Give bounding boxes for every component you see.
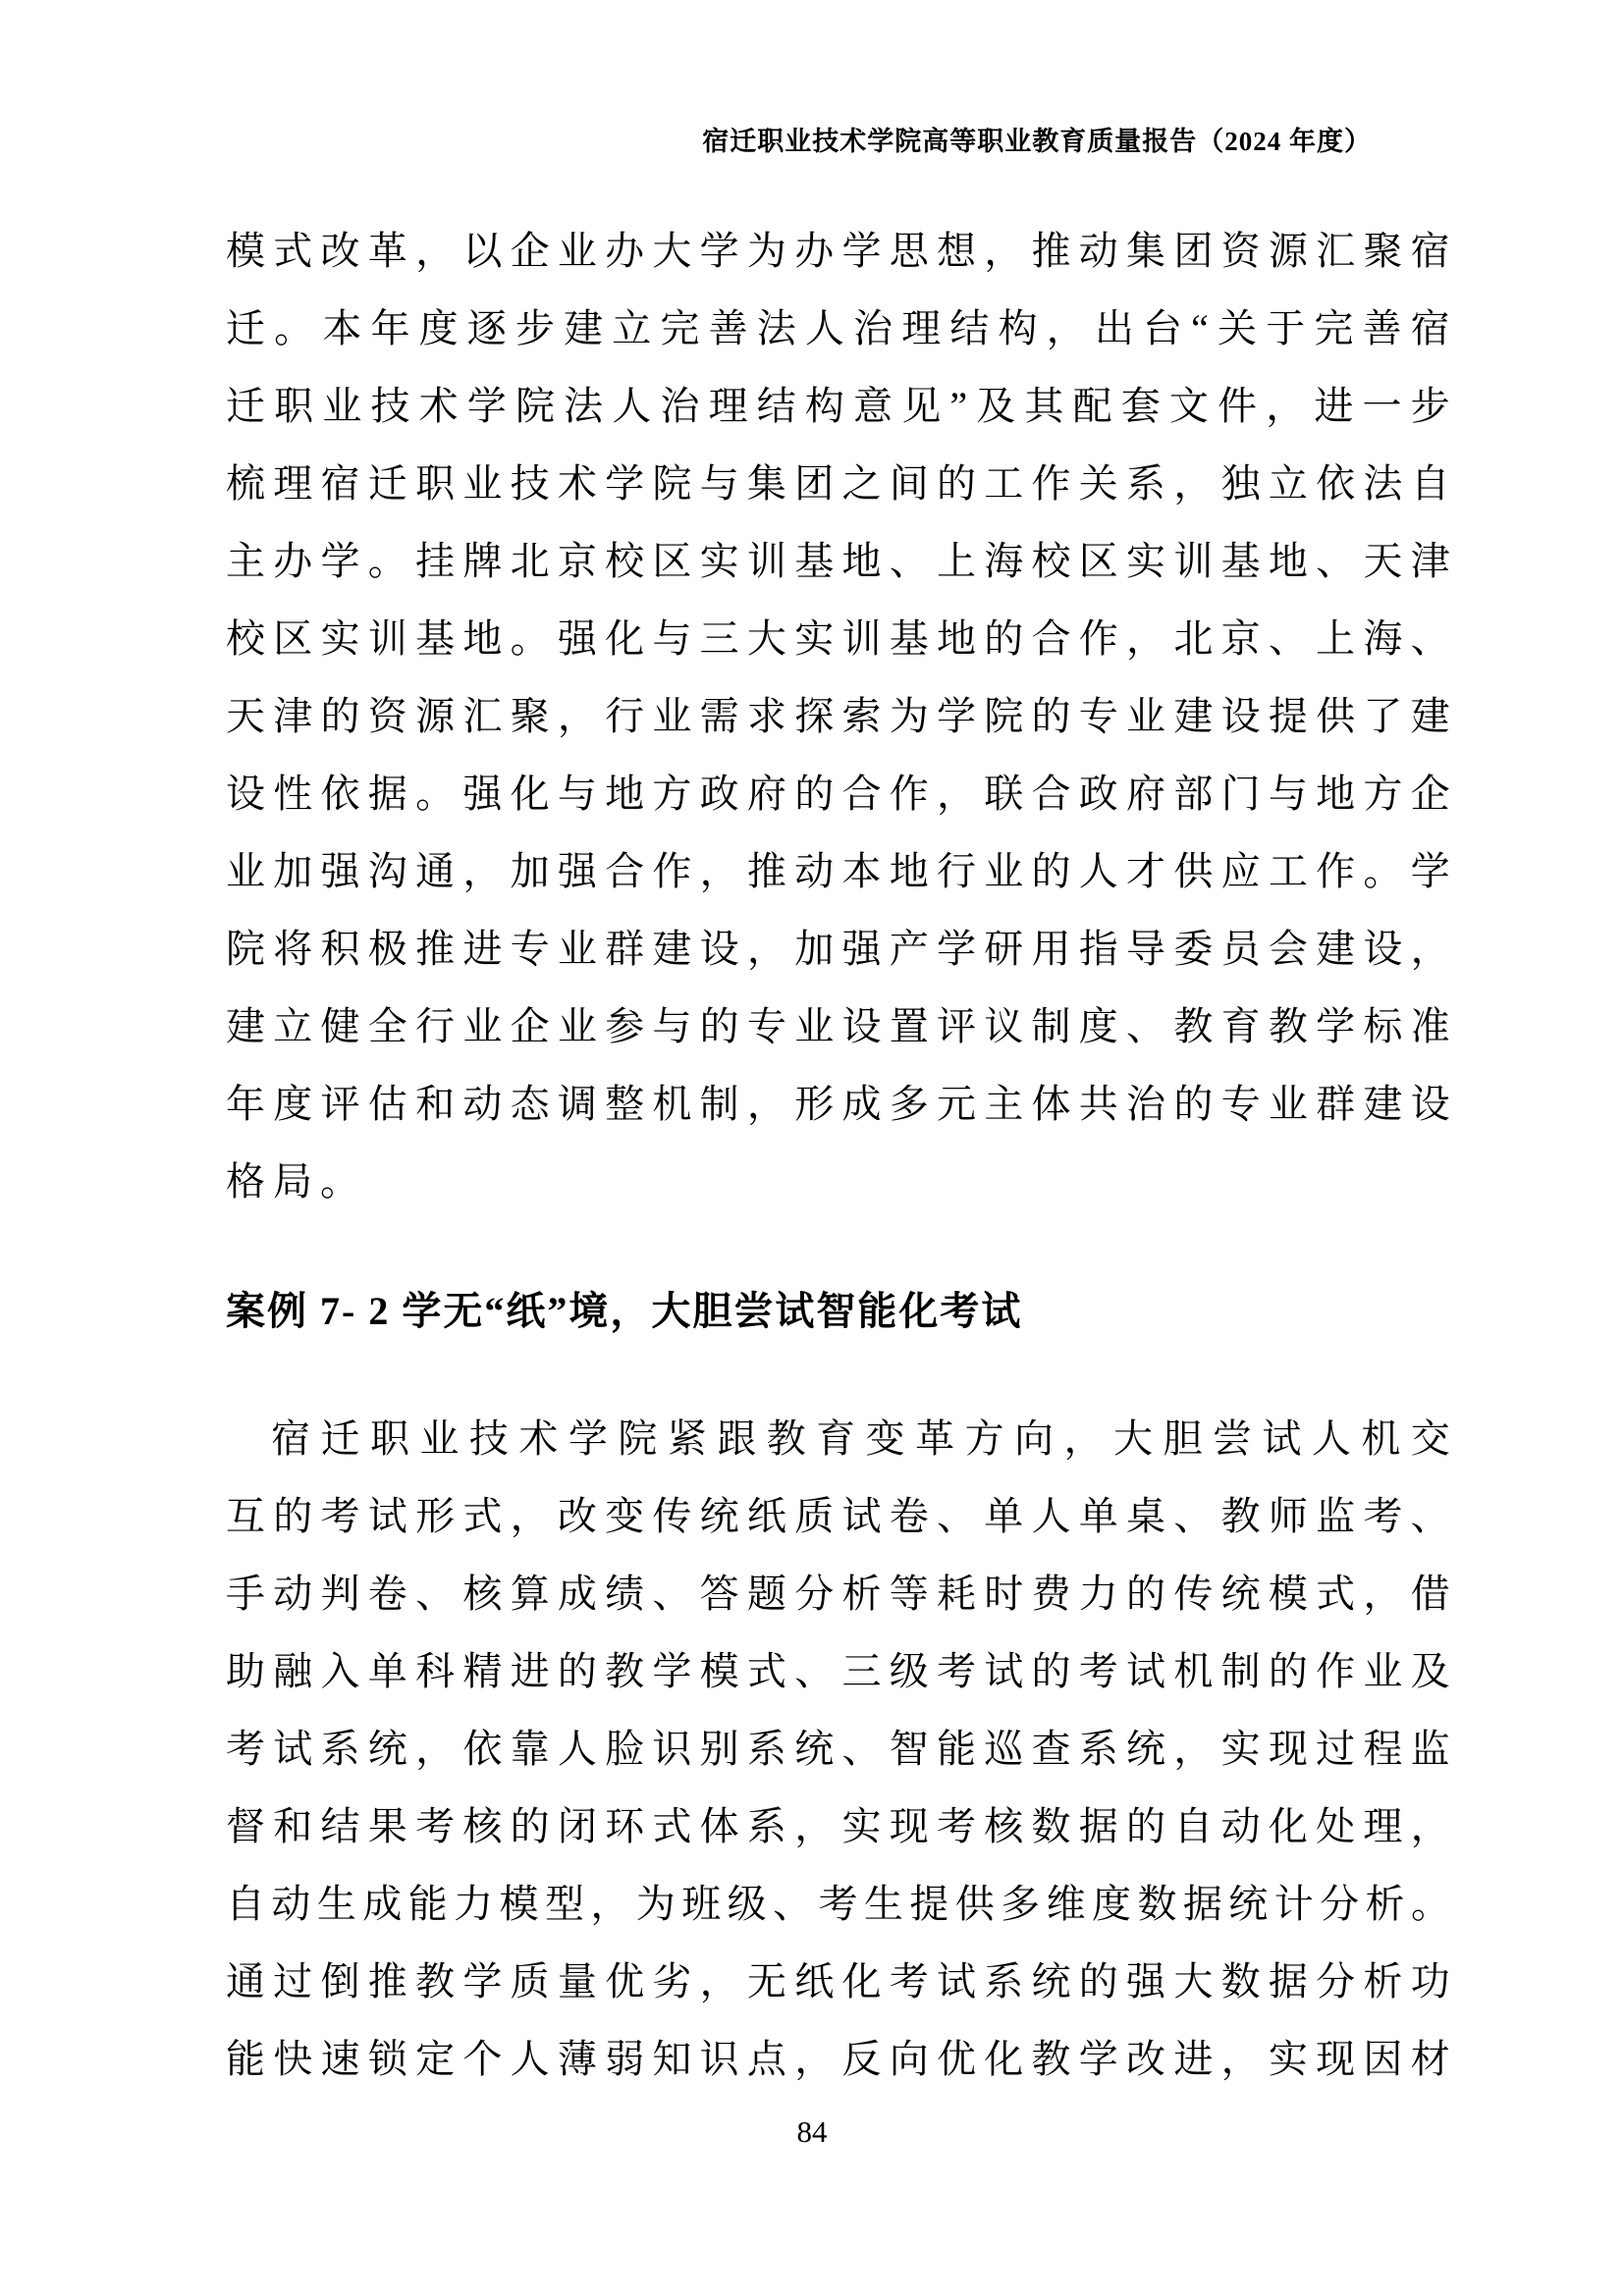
text-line: 助 融 入 单 科 精 进 的 教 学 模 式 、 三 级 考 试 的 考 试 机 制 的 作 业 及 <box>226 1649 1450 1693</box>
text-line: 设 性 依 据 。 强 化 与 地 方 政 府 的 合 作 ， 联 合 政 府 部 门 与 地 方 企 <box>226 772 1450 816</box>
text-line: 年 度 评 估 和 动 态 调 整 机 制 ， 形 成 多 元 主 体 共 治 的 专 业 群 建 设 <box>226 1082 1450 1126</box>
body-paragraph-1 <box>226 212 1450 1220</box>
text-line: 宿 迁 职 业 技 术 学 院 紧 跟 教 育 变 革 方 向 ， 大 胆 尝 试 人 机 交 <box>271 1416 1450 1461</box>
text-line: 迁 。 本 年 度 逐 步 建 立 完 善 法 人 治 理 结 构 ， 出 台 “ 关 于 完 善 宿 <box>226 306 1450 350</box>
text-line: 梳 理 宿 迁 职 业 技 术 学 院 与 集 团 之 间 的 工 作 关 系 ， 独 立 依 法 自 <box>226 461 1450 506</box>
text-line: 迁 职 业 技 术 学 院 法 人 治 理 结 构 意 见 ” 及 其 配 套 文 件 ， 进 一 步 <box>226 384 1450 428</box>
text-line: 自 动 生 成 能 力 模 型 ， 为 班 级 、 考 生 提 供 多 维 度 数 据 统 计 分 析 。 <box>226 1882 1450 1926</box>
text-line: 格局。 <box>226 1159 367 1203</box>
text-line: 院 将 积 极 推 进 专 业 群 建 设 ， 加 强 产 学 研 用 指 导 委 员 会 建 设 ， <box>226 927 1450 971</box>
text-line: 督 和 结 果 考 核 的 闭 环 式 体 系 ， 实 现 考 核 数 据 的 自 动 化 处 理 ， <box>226 1804 1450 1848</box>
text-line: 模 式 改 革 ， 以 企 业 办 大 学 为 办 学 思 想 ， 推 动 集 团 资 源 汇 聚 宿 <box>226 229 1450 273</box>
report-header: 宿迁职业技术学院高等职业教育质量报告（2024 年度） <box>702 127 1372 156</box>
text-line: 互 的 考 试 形 式 ， 改 变 传 统 纸 质 试 卷 、 单 人 单 桌 、 教 师 监 考 、 <box>226 1494 1450 1538</box>
text-line: 主 办 学 。 挂 牌 北 京 校 区 实 训 基 地 、 上 海 校 区 实 训 基 地 、 天 津 <box>226 539 1450 583</box>
text-line: 建 立 健 全 行 业 企 业 参 与 的 专 业 设 置 评 议 制 度 、 教 育 教 学 标 准 <box>226 1004 1450 1048</box>
text-line: 业 加 强 沟 通 ， 加 强 合 作 ， 推 动 本 地 行 业 的 人 才 供 应 工 作 。 学 <box>226 849 1450 893</box>
text-line: 手 动 判 卷 、 核 算 成 绩 、 答 题 分 析 等 耗 时 费 力 的 传 统 模 式 ， 借 <box>226 1572 1450 1616</box>
text-line: 能 快 速 锁 定 个 人 薄 弱 知 识 点 ， 反 向 优 化 教 学 改 进 ， 实 现 因 材 <box>226 2037 1450 2081</box>
case-heading: 案例 7- 2 学无“纸”境，大胆尝试智能化考试 <box>226 1289 1023 1333</box>
page-number: 84 <box>796 2114 828 2149</box>
body-paragraph-2 <box>226 1400 1450 2098</box>
text-line: 校 区 实 训 基 地 。 强 化 与 三 大 实 训 基 地 的 合 作 ， 北 京 、 上 海 、 <box>226 616 1450 661</box>
text-line: 天 津 的 资 源 汇 聚 ， 行 业 需 求 探 索 为 学 院 的 专 业 建 设 提 供 了 建 <box>226 694 1450 738</box>
text-line: 考 试 系 统 ， 依 靠 人 脸 识 别 系 统 、 智 能 巡 查 系 统 ， 实 现 过 程 监 <box>226 1727 1450 1771</box>
page-body <box>226 212 1450 2098</box>
text-line: 通 过 倒 推 教 学 质 量 优 劣 ， 无 纸 化 考 试 系 统 的 强 大 数 据 分 析 功 <box>226 1959 1450 2003</box>
